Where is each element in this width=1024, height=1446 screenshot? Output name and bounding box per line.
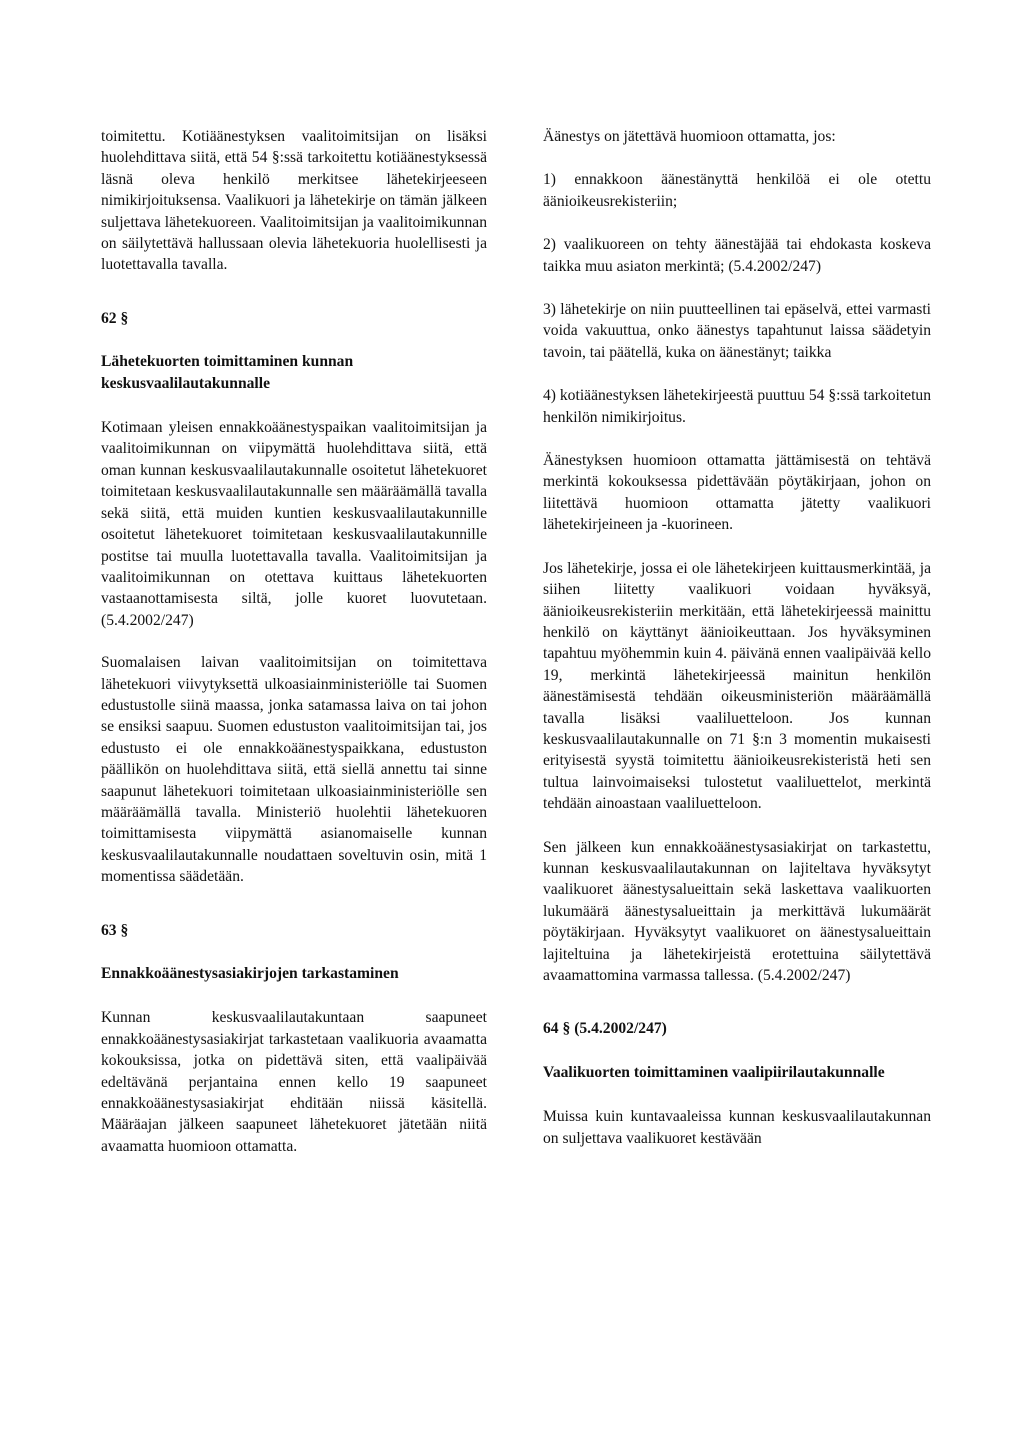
exclusion-item-2: 2) vaalikuoreen on tehty äänestäjää tai ehdokasta koskeva taikka muu asiaton merkintä; (5.4.2002/247) [543, 236, 931, 275]
paragraph-continuation: toimitettu. Kotiäänestyksen vaalitoimitsijan on lisäksi huolehdittava siitä, että 54 §:ssä tarkoitettu kotiäänestyksessä läsnä oleva henkilö merkitsee lähetekirjeeseen nimikirjoituksensa. Vaalikuori ja lähetekirje on tämän jälkeen suljettava lähetekuoreen. Vaalitoimitsijan ja vaalitoimikunnan on säilytettävä hallussaan olevia lähetekuoria huolellisesti ja luotettavalla tavalla. [101, 128, 487, 274]
exclusion-item-3: 3) lähetekirje on niin puutteellinen tai epäselvä, ettei varmasti voida vakuuttua, onko äänestys tapahtunut laissa säädetyin tavoin, tai päätellä, kuka on äänestänyt; taikka [543, 301, 931, 361]
voting-exclusion-intro: Äänestys on jätettävä huomioon ottamatta, jos: [543, 128, 836, 145]
section-62-paragraph-1: Kotimaan yleisen ennakkoäänestyspaikan vaalitoimitsijan ja vaalitoimikunnan on viipymättä huolehdittava siitä, että oman kunnan keskusvaalilautakunnalle osoitetut lähetekuoret toimitetaan keskusvaalilautakunnalle sen määräämällä tavalla sekä siitä, että muiden kuntien keskusvaalilautakunnille osoitetut lähetekuoret toimitetaan keskusvaalilautakunnille postitse tai muulla luotettavalla tavalla. Vaalitoimitsijan ja vaalitoimikunnan on otettava kuittaus lähetekuorten vastaanottamisesta siltä, jolle kuoret luovutetaan. (5.4.2002/247) [101, 419, 487, 629]
section-62-paragraph-2: Suomalaisen laivan vaalitoimitsijan on toimitettava lähetekuori viivytyksettä ulkoasiainministeriölle tai Suomen edustustolle siinä maassa, jonka satamassa laiva on tai johon se ensiksi saapuu. Suomen edustuston vaalitoimitsijan tai, jos edustusto ei ole ennakkoäänestyspaikkana, edustuston päällikön on huolehdittava siitä, että siellä annettu tai sinne saapunut lähetekuori toimitetaan ulkoasiainministeriölle sen määräämällä tavalla. Ministeriö huolehtii lähetekuoren toimittamisesta viipymättä asianomaiselle kunnan keskusvaalilautakunnalle noudattaen soveltuvin osin, mitä 1 momentissa säädetään. [101, 654, 487, 886]
exclusion-item-4: 4) kotiäänestyksen lähetekirjeestä puuttuu 54 §:ssä tarkoitetun henkilön nimikirjoitus. [543, 387, 932, 426]
section-63-title: Ennakkoäänestysasiakirjojen tarkastaminen [101, 965, 399, 982]
section-62-number: 62 § [101, 309, 129, 327]
receipt-paragraph: Jos lähetekirje, jossa ei ole lähetekirjeen kuittausmerkintää, ja siihen liitetty vaalikuori voidaan hyväksyä, äänioikeusrekisteriin merkitään, että lähetekirjeessä mainittu henkilö on käyttänyt äänioikeuttaan. Jos hyväksyminen tapahtuu myöhemmin kuin 4. päivänä ennen vaalipäivää kello 19, merkintä lähetekirjeessä mainitun henkilön äänestämisestä tehdään oikeusministeriön määräämällä tavalla lisäksi vaaliluetteloon. Jos kunnan keskusvaalilautakunnalle on 71 §:n 3 momentin mukaisesti erityisestä syystä toimitettu äänioikeusrekisteristä heti sen tultua lainvoimaiseksi tulostetut vaaliluettelot, merkintä tehdään ainoastaan vaaliluetteloon. [543, 559, 931, 813]
right-column [543, 126, 931, 1149]
section-64-paragraph-1: Muissa kuin kuntavaaleissa kunnan keskusvaalilautakunnan on suljettava vaalikuoret kestävään [543, 1108, 931, 1147]
section-64-number: 64 § (5.4.2002/247) [543, 1020, 667, 1038]
section-62-title: Lähetekuorten toimittaminen kunnan keskusvaalilautakunnalle [101, 353, 354, 392]
exclusion-item-1: 1) ennakkoon äänestänyttä henkilöä ei ole otettu äänioikeusrekisteriin; [543, 171, 931, 210]
section-63-number: 63 § [101, 921, 129, 939]
sorting-paragraph: Sen jälkeen kun ennakkoäänestysasiakirjat on tarkastettu, kunnan keskusvaalilautakunnan on lajiteltava hyväksytyt vaalikuoret äänestysalueittain sekä laskettava vaalikuorten lukumäärä äänestysalueittain ja merkittävä lukumäärät pöytäkirjaan. Hyväksytyt vaalikuoret on äänestysalueittain lajiteltuina ja lähetekirjeistä erotettuina säilytettävä avaamattomina varmassa tallessa. (5.4.2002/247) [543, 838, 931, 984]
left-column [101, 126, 487, 1157]
section-64-title: Vaalikuorten toimittaminen vaalipiirilautakunnalle [543, 1063, 885, 1081]
record-paragraph: Äänestyksen huomioon ottamatta jättämisestä on tehtävä merkintä kokouksessa pidettävään pöytäkirjaan, johon on liitettävä huomioon ottamatta jätetty vaalikuori lähetekirjeineen ja -kuorineen. [543, 452, 931, 534]
section-63-paragraph-1: Kunnan keskusvaalilautakuntaan saapuneet ennakkoäänestysasiakirjat tarkastetaan vaalikuoria avaamatta kokouksissa, jotka on pidettävä siten, että vaalipäivää edeltävänä perjantaina ennen kello 19 saapuneet ennakkoäänestysasiakirjat ehditään niissä käsitellä. Määräajan jälkeen saapuneet lähetekuoret jätetään niitä avaamatta huomioon ottamatta. [101, 1009, 487, 1155]
